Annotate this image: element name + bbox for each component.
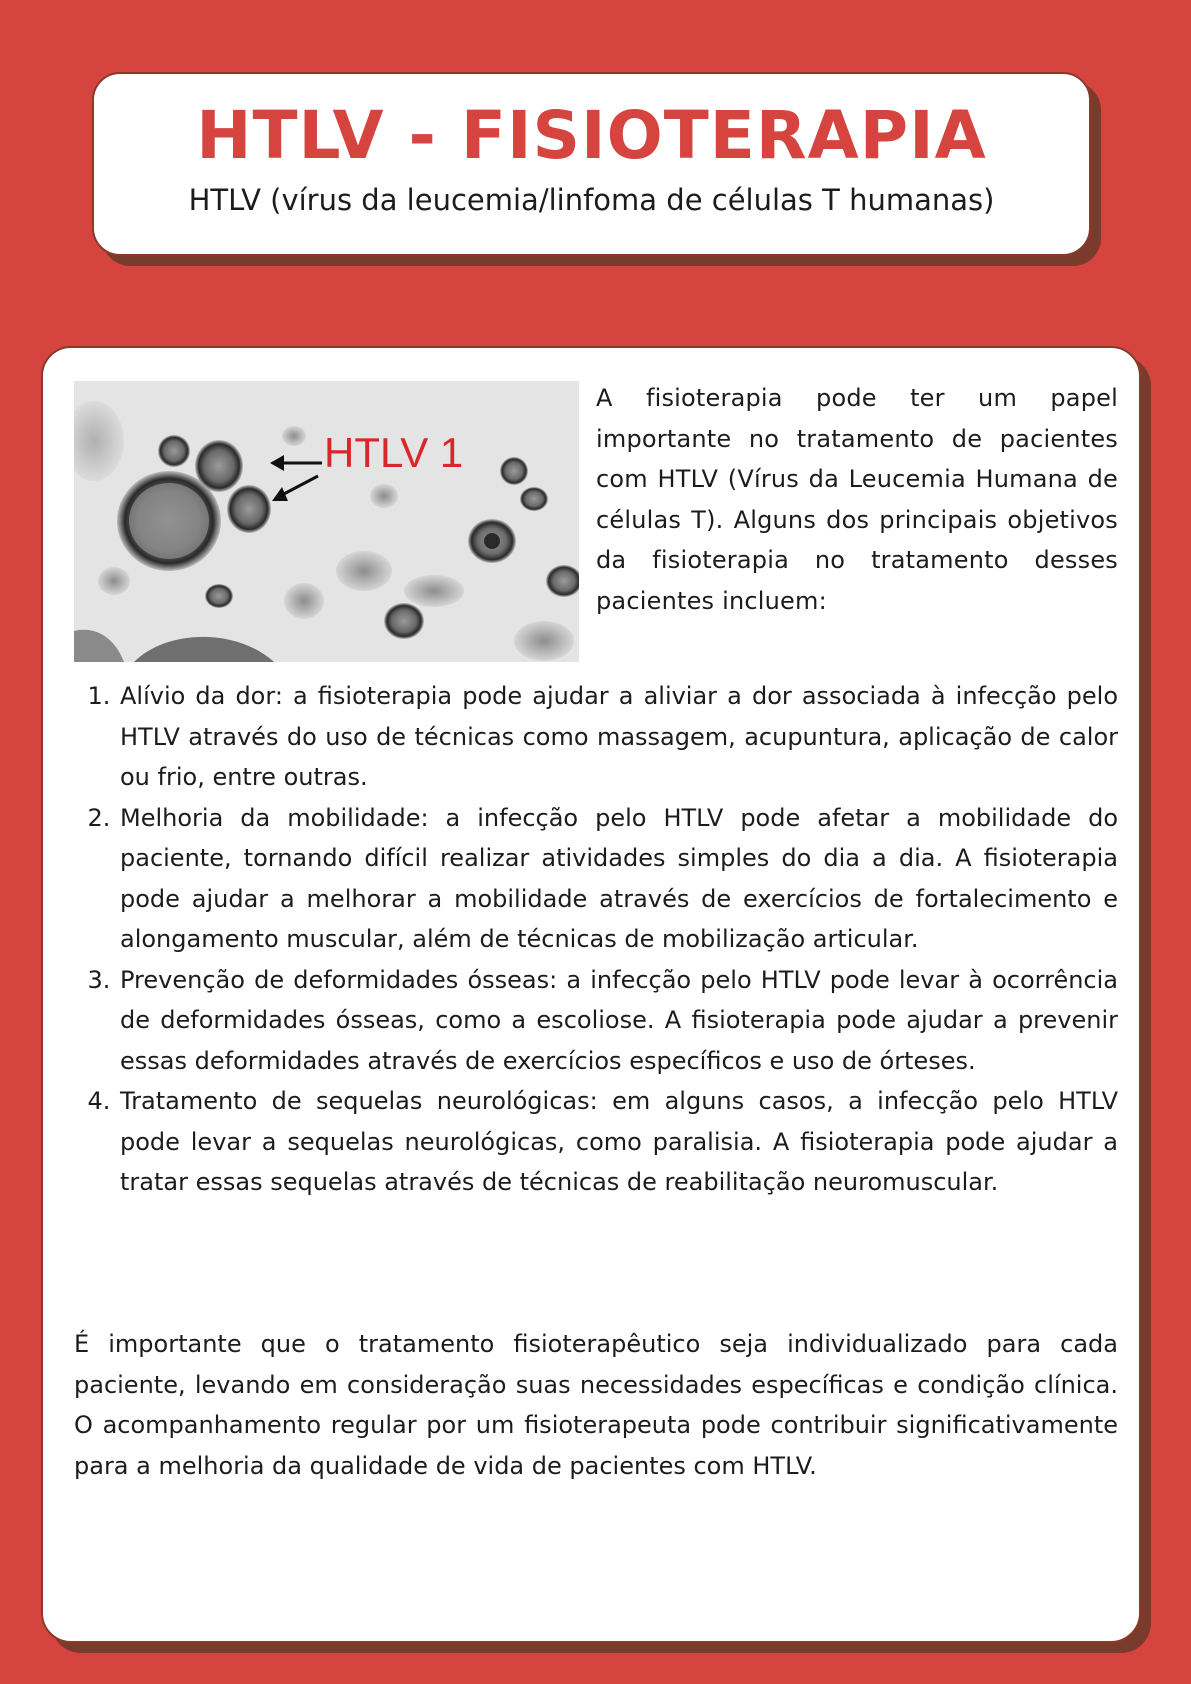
conclusion-paragraph: É importante que o tratamento fisioterapêutico seja individualizado para cada paciente, levando em consideração suas necessidades específicas e condição clínica. O acompanhamento regular por um fisioterapeuta pode contribuir significativamente para a melhoria da qualidade de vida de pacientes com HTLV. — [74, 1330, 1118, 1480]
list-item: 3. Prevenção de deformidades ósseas: a infecção pelo HTLV pode levar à ocorrência de deformidades ósseas, como a escoliose. A fisioterapia pode ajudar a prevenir essas deformidades através de exercícios específicos e uso de órteses. — [118, 960, 1118, 1082]
page-subtitle: HTLV (vírus da leucemia/linfoma de células T humanas) — [188, 183, 995, 217]
htlv-micrograph-image — [74, 381, 579, 662]
page-title: HTLV - FISIOTERAPIA — [196, 97, 987, 174]
list-item: 4. Tratamento de sequelas neurológicas: em alguns casos, a infecção pelo HTLV pode levar a sequelas neurológicas, como paralisia. A fisioterapia pode ajudar a tratar essas sequelas através de técnicas de reabilitação neuromuscular. — [118, 1081, 1118, 1203]
micrograph-label: HTLV 1 — [324, 429, 464, 476]
content-card — [41, 346, 1141, 1643]
list-item: 1. Alívio da dor: a fisioterapia pode ajudar a aliviar a dor associada à infecção pelo HTLV através do uso de técnicas como massagem, acupuntura, aplicação de calor ou frio, entre outras. — [118, 676, 1118, 798]
micrograph-svg — [74, 381, 579, 662]
header-card — [92, 72, 1091, 256]
objectives-list — [74, 676, 1118, 1203]
intro-paragraph: A fisioterapia pode ter um papel importante no tratamento de pacientes com HTLV (Vírus da Leucemia Humana de células T). Alguns dos principais objetivos da fisioterapia no tratamento desses pacientes incluem: — [596, 384, 1118, 615]
list-item: 2. Melhoria da mobilidade: a infecção pelo HTLV pode afetar a mobilidade do paciente, tornando difícil realizar atividades simples do dia a dia. A fisioterapia pode ajudar a melhorar a mobilidade através de exercícios de fortalecimento e alongamento muscular, além de técnicas de mobilização articular. — [118, 798, 1118, 960]
